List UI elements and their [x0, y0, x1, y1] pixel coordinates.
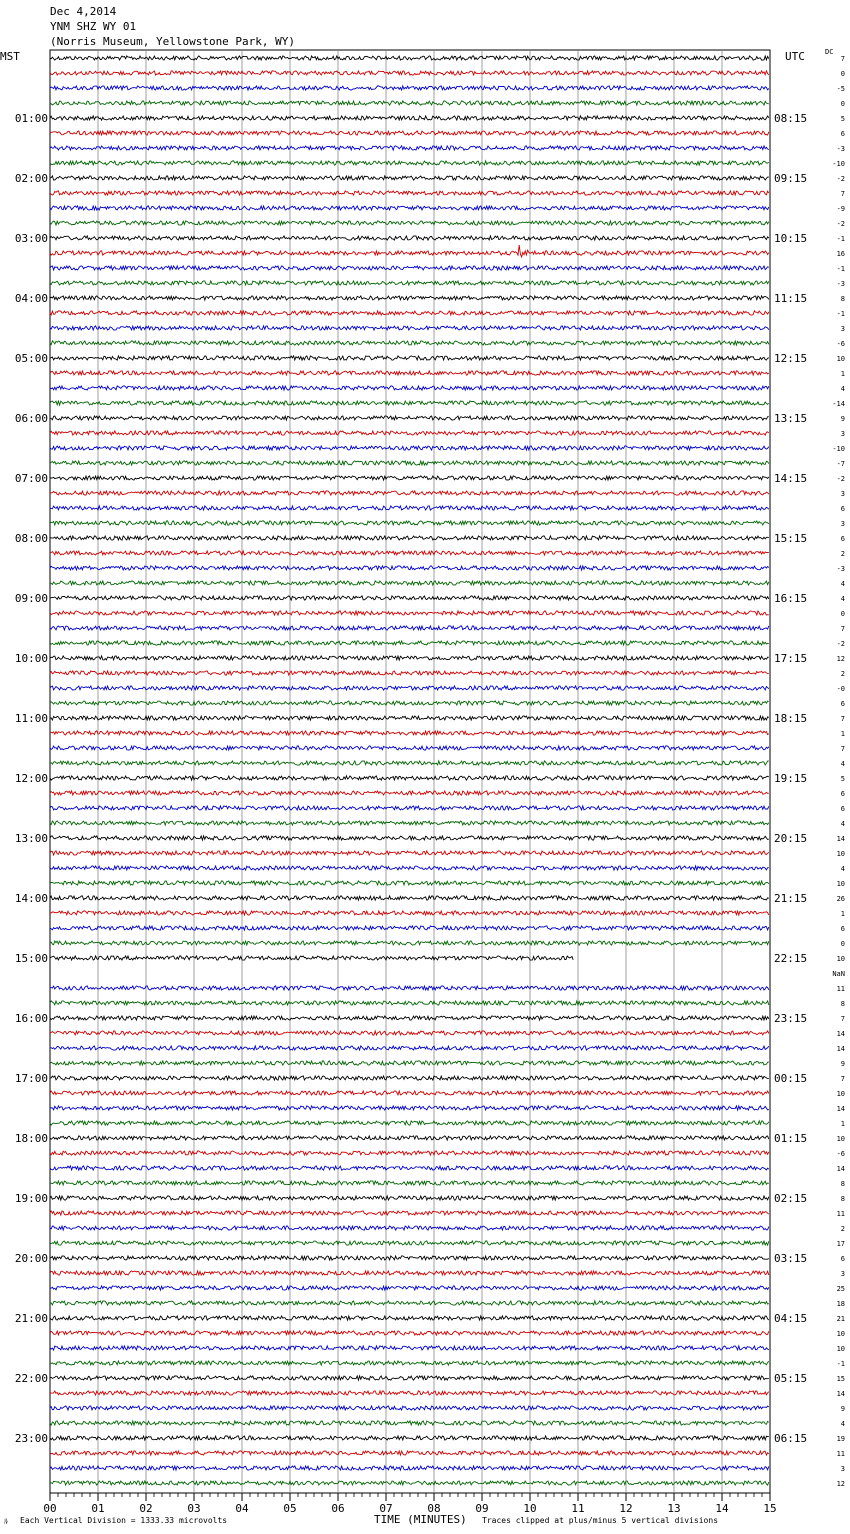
trace-5	[50, 131, 769, 135]
left-hour-label: 23:00	[14, 1432, 48, 1445]
dc-offset-label: 2	[840, 550, 845, 558]
trace-23	[50, 401, 769, 405]
trace-12	[50, 236, 769, 240]
dc-offset-label: 0	[840, 100, 845, 108]
dc-offset-label: 3	[840, 1270, 845, 1278]
trace-24	[50, 416, 769, 420]
trace-25	[50, 431, 769, 435]
dc-offset-label: 7	[840, 625, 845, 633]
right-hour-label: 03:15	[774, 1252, 808, 1265]
trace-51	[50, 821, 769, 825]
trace-92	[50, 1436, 769, 1440]
trace-54	[50, 866, 769, 870]
dc-offset-label: 17	[836, 1240, 845, 1248]
trace-46	[50, 746, 769, 750]
trace-7	[50, 161, 769, 165]
station-code: YNM SHZ WY 01	[50, 20, 137, 33]
trace-38	[50, 626, 769, 630]
left-hour-label: 15:00	[14, 952, 48, 965]
dc-offset-label: 10	[836, 955, 845, 963]
trace-73	[50, 1151, 769, 1155]
trace-52	[50, 836, 769, 840]
left-hour-label: 03:00	[14, 232, 48, 245]
dc-offset-label: 4	[840, 1420, 845, 1428]
trace-36	[50, 596, 769, 600]
dc-offset-label: 14	[836, 1165, 845, 1173]
trace-44	[50, 716, 769, 720]
dc-offset-label: -5	[836, 85, 845, 93]
trace-63	[50, 1001, 769, 1005]
dc-offset-label: -1	[836, 1360, 845, 1368]
dc-offset-label: -10	[832, 445, 845, 453]
trace-55	[50, 881, 769, 885]
trace-86	[50, 1346, 769, 1350]
dc-offset-label: -2	[836, 175, 845, 183]
right-hour-label: 11:15	[774, 292, 808, 305]
trace-69	[50, 1091, 769, 1095]
dc-offset-label: -1	[836, 235, 845, 243]
trace-82	[50, 1286, 769, 1290]
trace-8	[50, 176, 769, 180]
dc-offset-label: 1	[840, 370, 845, 378]
trace-65	[50, 1031, 769, 1035]
dc-offset-label: 2	[840, 1225, 845, 1233]
dc-offset-label: 4	[840, 385, 845, 393]
left-hour-label: 07:00	[14, 472, 48, 485]
trace-16	[50, 296, 769, 300]
dc-offset-label: 10	[836, 355, 845, 363]
dc-offset-label: 8	[840, 295, 845, 303]
right-hour-label: 20:15	[774, 832, 808, 845]
right-hour-label: 17:15	[774, 652, 808, 665]
trace-71	[50, 1121, 769, 1125]
trace-77	[50, 1211, 769, 1215]
trace-17	[50, 311, 769, 315]
trace-3	[50, 101, 769, 105]
right-hour-label: 08:15	[774, 112, 808, 125]
left-hour-label: 20:00	[14, 1252, 48, 1265]
trace-85	[50, 1331, 769, 1335]
right-hour-label: 13:15	[774, 412, 808, 425]
right-hour-label: 10:15	[774, 232, 808, 245]
trace-60	[50, 956, 573, 960]
trace-26	[50, 446, 769, 450]
left-hour-label: 13:00	[14, 832, 48, 845]
left-hour-label: 22:00	[14, 1372, 48, 1385]
scale-note-prefix: ﾙ	[4, 1517, 8, 1526]
dc-offset-label: 10	[836, 1135, 845, 1143]
trace-29	[50, 491, 769, 495]
dc-offset-label: -9	[836, 205, 845, 213]
trace-80	[50, 1256, 769, 1260]
right-hour-label: 09:15	[774, 172, 808, 185]
dc-offset-label: 4	[840, 760, 845, 768]
dc-offset-label: 8	[840, 1000, 845, 1008]
trace-88	[50, 1376, 769, 1380]
dc-offset-label: 6	[840, 535, 845, 543]
trace-4	[50, 116, 769, 120]
dc-offset-label: 11	[836, 985, 845, 993]
x-tick-label: 11	[571, 1502, 585, 1515]
trace-31	[50, 521, 769, 525]
dc-offset-label: 6	[840, 130, 845, 138]
dc-offset-label: -2	[836, 475, 845, 483]
trace-70	[50, 1106, 769, 1110]
dc-offset-label: 7	[840, 1015, 845, 1023]
trace-2	[50, 86, 769, 90]
trace-21	[50, 371, 769, 375]
x-tick-label: 00	[43, 1502, 57, 1515]
right-hour-label: 12:15	[774, 352, 808, 365]
x-tick-label: 14	[715, 1502, 729, 1515]
dc-offset-label: 11	[836, 1210, 845, 1218]
x-tick-label: 04	[235, 1502, 249, 1515]
dc-offset-label: 3	[840, 430, 845, 438]
right-hour-label: 15:15	[774, 532, 808, 545]
trace-40	[50, 656, 769, 660]
trace-43	[50, 701, 769, 705]
dc-offset-label: 6	[840, 1255, 845, 1263]
trace-81	[50, 1271, 769, 1275]
dc-offset-label: -1	[836, 310, 845, 318]
trace-64	[50, 1016, 769, 1020]
dc-offset-label: 3	[840, 520, 845, 528]
dc-offset-label: 6	[840, 505, 845, 513]
trace-41	[50, 671, 769, 675]
dc-offset-label: 16	[836, 250, 845, 258]
trace-15	[50, 281, 769, 285]
left-hour-label: 09:00	[14, 592, 48, 605]
x-tick-label: 10	[523, 1502, 537, 1515]
left-hour-label: 06:00	[14, 412, 48, 425]
trace-22	[50, 386, 769, 390]
left-hour-label: 11:00	[14, 712, 48, 725]
trace-83	[50, 1301, 769, 1305]
trace-6	[50, 146, 769, 150]
right-hour-label: 21:15	[774, 892, 808, 905]
x-tick-label: 03	[187, 1502, 201, 1515]
trace-9	[50, 191, 769, 195]
dc-offset-label: 8	[840, 1180, 845, 1188]
dc-offset-label: -6	[836, 1150, 845, 1158]
trace-11	[50, 221, 769, 225]
trace-93	[50, 1451, 769, 1455]
trace-19	[50, 341, 769, 345]
dc-offset-label: 9	[840, 1405, 845, 1413]
dc-offset-label: -10	[832, 160, 845, 168]
trace-33	[50, 551, 769, 555]
right-hour-label: 14:15	[774, 472, 808, 485]
trace-67	[50, 1061, 769, 1065]
right-timezone: UTC	[785, 50, 805, 63]
trace-62	[50, 986, 769, 990]
dc-offset-label: 7	[840, 55, 845, 63]
trace-10	[50, 206, 769, 210]
dc-offset-label: 14	[836, 1105, 845, 1113]
trace-18	[50, 326, 769, 330]
left-hour-label: 18:00	[14, 1132, 48, 1145]
clip-note: Traces clipped at plus/minus 5 vertical divisions	[482, 1516, 719, 1525]
plot-frame	[50, 50, 770, 1493]
dc-offset-label: 3	[840, 1465, 845, 1473]
dc-offset-label: 8	[840, 1195, 845, 1203]
dc-offset-label: 10	[836, 1330, 845, 1338]
trace-53	[50, 851, 769, 855]
trace-0	[50, 56, 769, 60]
dc-offset-label: 6	[840, 790, 845, 798]
dc-offset-label: 7	[840, 190, 845, 198]
right-hour-label: 00:15	[774, 1072, 808, 1085]
trace-28	[50, 476, 769, 480]
dc-offset-label: 11	[836, 1450, 845, 1458]
trace-30	[50, 506, 769, 510]
dc-offset-label: -2	[836, 640, 845, 648]
dc-offset-label: 1	[840, 730, 845, 738]
right-hour-label: 18:15	[774, 712, 808, 725]
left-hour-label: 19:00	[14, 1192, 48, 1205]
dc-offset-label: 7	[840, 1075, 845, 1083]
right-hour-label: 16:15	[774, 592, 808, 605]
dc-offset-label: -7	[836, 460, 845, 468]
left-hour-label: 05:00	[14, 352, 48, 365]
trace-68	[50, 1076, 769, 1080]
dc-offset-label: 4	[840, 595, 845, 603]
dc-offset-label: 9	[840, 415, 845, 423]
x-tick-label: 12	[619, 1502, 633, 1515]
dc-offset-label: 7	[840, 715, 845, 723]
dc-offset-label: 12	[836, 655, 845, 663]
trace-45	[50, 731, 769, 735]
trace-66	[50, 1046, 769, 1050]
dc-offset-label: 12	[836, 1480, 845, 1488]
x-tick-label: 02	[139, 1502, 153, 1515]
dc-offset-label: -1	[836, 265, 845, 273]
dc-offset-label: 0	[840, 610, 845, 618]
x-tick-label: 07	[379, 1502, 393, 1515]
trace-57	[50, 911, 769, 915]
dc-offset-label: 5	[840, 115, 845, 123]
right-hour-label: 06:15	[774, 1432, 808, 1445]
dc-offset-label: 7	[840, 745, 845, 753]
trace-39	[50, 641, 769, 645]
dc-offset-label: 26	[836, 895, 845, 903]
left-hour-label: 02:00	[14, 172, 48, 185]
dc-offset-label: 14	[836, 1390, 845, 1398]
dc-offset-label: 10	[836, 850, 845, 858]
trace-37	[50, 611, 769, 615]
trace-72	[50, 1136, 769, 1140]
dc-offset-label: 15	[836, 1375, 845, 1383]
dc-offset-label: 3	[840, 325, 845, 333]
left-hour-label: 04:00	[14, 292, 48, 305]
dc-offset-label: 4	[840, 865, 845, 873]
trace-84	[50, 1316, 769, 1320]
trace-94	[50, 1466, 769, 1470]
x-tick-label: 09	[475, 1502, 489, 1515]
trace-89	[50, 1391, 769, 1395]
trace-20	[50, 356, 769, 360]
trace-95	[50, 1481, 769, 1485]
dc-offset-label: 1	[840, 910, 845, 918]
dc-offset-label: 0	[840, 70, 845, 78]
x-tick-label: 15	[763, 1502, 777, 1515]
left-hour-label: 16:00	[14, 1012, 48, 1025]
dc-offset-label: -3	[836, 280, 845, 288]
dc-offset-label: 6	[840, 925, 845, 933]
trace-49	[50, 791, 769, 795]
dc-offset-label: 10	[836, 1090, 845, 1098]
trace-76	[50, 1196, 769, 1200]
trace-42	[50, 686, 769, 690]
dc-offset-label: 6	[840, 700, 845, 708]
dc-offset-label: 14	[836, 1045, 845, 1053]
trace-1	[50, 71, 769, 75]
trace-58	[50, 926, 769, 930]
trace-79	[50, 1241, 769, 1245]
dc-offset-label: 9	[840, 1060, 845, 1068]
left-hour-label: 21:00	[14, 1312, 48, 1325]
dc-offset-label: 14	[836, 1030, 845, 1038]
trace-50	[50, 806, 769, 810]
dc-offset-label: 6	[840, 805, 845, 813]
x-tick-label: 01	[91, 1502, 105, 1515]
x-tick-label: 13	[667, 1502, 681, 1515]
trace-87	[50, 1361, 769, 1365]
dc-offset-label: -14	[832, 400, 845, 408]
right-hour-label: 05:15	[774, 1372, 808, 1385]
trace-35	[50, 581, 769, 585]
right-hour-label: 04:15	[774, 1312, 808, 1325]
dc-offset-label: 18	[836, 1300, 845, 1308]
x-axis-title: TIME (MINUTES)	[374, 1513, 467, 1526]
trace-27	[50, 461, 769, 465]
station-location: (Norris Museum, Yellowstone Park, WY)	[50, 35, 296, 48]
dc-offset-label: 1	[840, 1120, 845, 1128]
dc-offset-label: 21	[836, 1315, 845, 1323]
dc-offset-label: -6	[836, 340, 845, 348]
dc-label: DC	[825, 48, 834, 56]
dc-offset-label: 19	[836, 1435, 845, 1443]
scale-note: Each Vertical Division = 1333.33 microvolts	[20, 1516, 228, 1525]
left-hour-label: 08:00	[14, 532, 48, 545]
trace-34	[50, 566, 769, 570]
dc-offset-label: -2	[836, 220, 845, 228]
dc-offset-label: -0	[836, 685, 845, 693]
dc-offset-label: 0	[840, 940, 845, 948]
x-tick-label: 05	[283, 1502, 297, 1515]
dc-offset-label: -3	[836, 145, 845, 153]
trace-47	[50, 761, 769, 765]
trace-91	[50, 1421, 769, 1425]
trace-74	[50, 1166, 769, 1170]
dc-offset-label: 4	[840, 580, 845, 588]
right-hour-label: 22:15	[774, 952, 808, 965]
left-hour-label: 14:00	[14, 892, 48, 905]
left-hour-label: 10:00	[14, 652, 48, 665]
dc-offset-label: NaN	[832, 970, 845, 978]
dc-offset-label: 2	[840, 670, 845, 678]
dc-offset-label: 14	[836, 835, 845, 843]
right-hour-label: 02:15	[774, 1192, 808, 1205]
left-hour-label: 01:00	[14, 112, 48, 125]
dc-offset-label: 25	[836, 1285, 845, 1293]
dc-offset-label: 3	[840, 490, 845, 498]
x-tick-label: 08	[427, 1502, 441, 1515]
dc-offset-label: 10	[836, 880, 845, 888]
left-hour-label: 12:00	[14, 772, 48, 785]
trace-48	[50, 776, 769, 780]
left-hour-label: 17:00	[14, 1072, 48, 1085]
trace-56	[50, 896, 769, 900]
dc-offset-label: -3	[836, 565, 845, 573]
dc-offset-label: 10	[836, 1345, 845, 1353]
trace-13	[50, 245, 769, 257]
dc-offset-label: 5	[840, 775, 845, 783]
x-tick-label: 06	[331, 1502, 345, 1515]
left-timezone: MST	[0, 50, 20, 63]
trace-78	[50, 1226, 769, 1230]
dc-offset-label: 4	[840, 820, 845, 828]
trace-14	[50, 266, 769, 270]
right-hour-label: 23:15	[774, 1012, 808, 1025]
right-hour-label: 19:15	[774, 772, 808, 785]
trace-32	[50, 536, 769, 540]
trace-59	[50, 941, 769, 945]
trace-75	[50, 1181, 769, 1185]
trace-90	[50, 1406, 769, 1410]
right-hour-label: 01:15	[774, 1132, 808, 1145]
plot-date: Dec 4,2014	[50, 5, 117, 18]
